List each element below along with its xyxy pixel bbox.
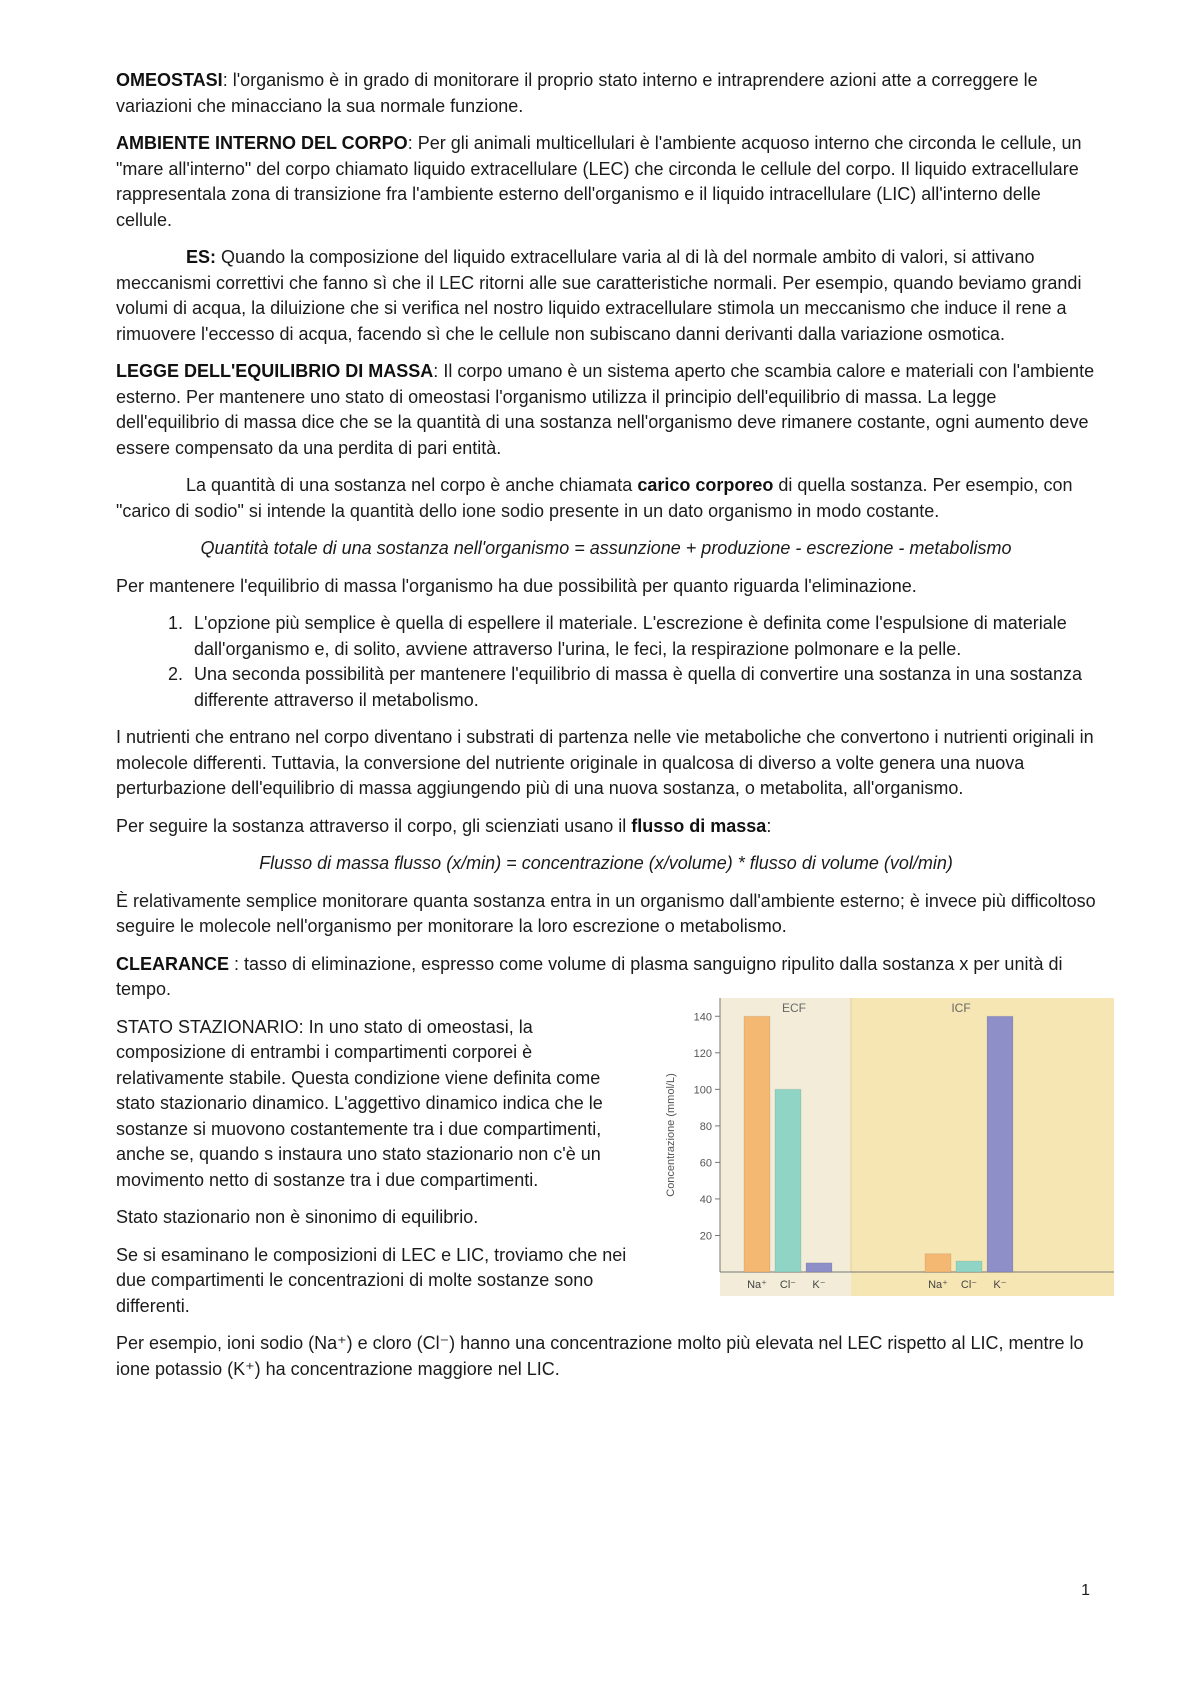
concentration-chart	[656, 994, 1114, 1314]
paragraph-possibilita: Per mantenere l'equilibrio di massa l'organismo ha due possibilità per quanto riguarda l'eliminazione.	[116, 575, 917, 596]
paragraph-stato-stazionario: STATO STAZIONARIO: In uno stato di omeostasi, la composizione di entrambi i compartimenti corporei è relativamente stabile. Questa condizione viene definita come stato stazionario dinamico. L'aggettivo dinamico indica che le sostanze si muovono costantemente tra i due compartimenti, anche se, quando s instaura uno stato stazionario non c'è un movimento netto di sostanze tra i due compartimenti.	[116, 1016, 603, 1190]
definition-ambiente-interno: Per gli animali multicellulari è l'ambiente acquoso interno che circonda le cellule, un "mare all'interno" del corpo chiamato liquido extracellulare (LEC) che circonda le cellule del corpo. Il liquido extracellulare rappresentala zona di transizione fra l'ambiente esterno dell'organismo e il liquido intracellulare (LIC) all'interno delle cellule.	[116, 133, 1082, 230]
definition-legge-equilibrio: Il corpo umano è un sistema aperto che scambia calore e materiali con l'ambiente esterno. Per mantenere uno stato di omeostasi l'organismo utilizza il principio dell'equilibrio di massa. La legge dell'equilibrio di massa dice che se la quantità di una sostanza nell'organismo deve rimanere costante, ogni aumento deve essere compensato da una perdita di pari entità.	[116, 361, 1095, 458]
formula-quantita-totale: Quantità totale di una sostanza nell'organismo = assunzione + produzione - escrezione - metabolismo	[200, 538, 1012, 558]
paragraph-monitoraggio: È relativamente semplice monitorare quanta sostanza entra in un organismo dall'ambiente esterno; è invece più difficoltoso seguire le molecole nell'organismo per monitorare la loro escrezione o metabolismo.	[116, 890, 1096, 936]
paragraph-clearance: CLEARANCE : tasso di eliminazione, espresso come volume di plasma sanguigno ripulito dalla sostanza x per unità di tempo.	[116, 953, 1063, 999]
example-text: Quando la composizione del liquido extracellulare varia al di là del normale ambito di valori, si attivano meccanismi correttivi che fanno sì che il LEC ritorni alle sue caratteristiche normali. Per esempio, quando beviamo grandi volumi di acqua, la diluizione che si verifica nel nostro liquido extracellulare stimola un meccanismo che induce il rene a rimuovere l'eccesso di acqua, facendo sì che le cellule non subiscano danni derivanti dalla variazione osmotica.	[116, 247, 1082, 344]
list-item: 1. L'opzione più semplice è quella di espellere il materiale. L'escrezione è definita come l'espulsione di materiale dall'organismo e, di solito, avviene attraverso l'urina, le feci, la respirazione polmonare e la pelle.	[188, 611, 1096, 662]
term-flusso-di-massa: flusso di massa	[631, 815, 767, 836]
clearance-section	[116, 952, 1096, 1320]
document-page	[116, 68, 1096, 1394]
term-ambiente-interno: AMBIENTE INTERNO DEL CORPO	[116, 133, 408, 153]
category-label: K⁻	[993, 1278, 1007, 1291]
term-es: ES:	[186, 247, 217, 267]
y-tick-label: 80	[699, 1120, 712, 1133]
paragraph-flusso-intro: Per seguire la sostanza attraverso il corpo, gli scienziati usano il flusso di massa:	[116, 815, 772, 836]
y-tick-label: 20	[699, 1229, 712, 1242]
bar-icf-k	[987, 1016, 1013, 1272]
category-label: Cl⁻	[779, 1278, 797, 1291]
y-tick-label: 60	[699, 1156, 712, 1169]
left-column	[116, 1015, 631, 1320]
page-number: 1	[1081, 1582, 1090, 1599]
y-tick-label: 100	[693, 1083, 712, 1096]
term-legge-equilibrio: LEGGE DELL'EQUILIBRIO DI MASSA	[116, 361, 434, 381]
paragraph-legge-equilibrio: LEGGE DELL'EQUILIBRIO DI MASSA: Il corpo umano è un sistema aperto che scambia calore e materiali con l'ambiente esterno. Per mantenere uno stato di omeostasi l'organismo utilizza il principio dell'equilibrio di massa. La legge dell'equilibrio di massa dice che se la quantità di una sostanza nell'organismo deve rimanere costante, ogni aumento deve essere compensato da una perdita di pari entità.	[116, 361, 1095, 458]
paragraph-composizioni: Se si esaminano le composizioni di LEC e LIC, troviamo che nei due compartimenti le concentrazioni di molte sostanze sono differenti.	[116, 1244, 627, 1316]
group-label: ECF	[782, 1000, 806, 1015]
y-tick-label: 120	[693, 1047, 712, 1060]
bar-icf-cl	[956, 1261, 982, 1272]
paragraph-esempio-ioni: Per esempio, ioni sodio (Na⁺) e cloro (Cl⁻) hanno una concentrazione molto più elevata nel LEC rispetto al LIC, mentre lo ione potassio (K⁺) ha concentrazione maggiore nel LIC.	[116, 1333, 1084, 1379]
y-tick-label: 40	[699, 1193, 712, 1206]
y-tick-label: 140	[693, 1010, 712, 1023]
bar-ecf-k	[806, 1262, 832, 1271]
y-axis-label: Concentrazione (mmol/L)	[665, 1072, 677, 1197]
formula-flusso-di-massa: Flusso di massa flusso (x/min) = concentrazione (x/volume) * flusso di volume (vol/min)	[259, 853, 953, 873]
definition-clearance: tasso di eliminazione, espresso come volume di plasma sanguigno ripulito dalla sostanza x per unità di tempo.	[116, 953, 1063, 999]
bar-icf-na	[925, 1253, 951, 1271]
definition-omeostasi: l'organismo è in grado di monitorare il proprio stato interno e intraprendere azioni atte a correggere le variazioni che minacciano la sua normale funzione.	[116, 70, 1038, 116]
term-clearance: CLEARANCE	[116, 953, 230, 974]
category-label: K⁻	[812, 1278, 826, 1291]
bar-ecf-na	[744, 1016, 770, 1272]
list-item: 2. Una seconda possibilità per mantenere l'equilibrio di massa è quella di convertire una sostanza in una sostanza differente attraverso il metabolismo.	[188, 662, 1096, 713]
category-label: Na⁺	[747, 1278, 767, 1291]
term-omeostasi: OMEOSTASI	[116, 70, 223, 90]
paragraph-carico-corporeo: La quantità di una sostanza nel corpo è anche chiamata carico corporeo di quella sostanza. Per esempio, con "carico di sodio" si intende la quantità dello ione sodio presente in un dato organismo in modo costante.	[116, 475, 1073, 521]
elimination-list	[116, 611, 1096, 713]
term-carico-corporeo: carico corporeo	[637, 475, 774, 495]
concentration-chart-svg	[656, 994, 1114, 1314]
category-label: Na⁺	[928, 1278, 948, 1291]
paragraph-esempio	[116, 245, 1096, 347]
category-label: Cl⁻	[960, 1278, 978, 1291]
paragraph-nutrienti: I nutrienti che entrano nel corpo diventano i substrati di partenza nelle vie metaboliche che convertono i nutrienti originali in molecole differenti. Tuttavia, la conversione del nutriente originale in qualcosa di diverso a volte genera una nuova perturbazione dell'equilibrio di massa aggiungendo più di una nuova sostanza, o metabolita, all'organismo.	[116, 727, 1094, 798]
icf-background	[851, 998, 1114, 1296]
bar-ecf-cl	[775, 1089, 801, 1272]
paragraph-ambiente-interno: AMBIENTE INTERNO DEL CORPO: Per gli animali multicellulari è l'ambiente acquoso interno che circonda le cellule, un "mare all'interno" del corpo chiamato liquido extracellulare (LEC) che circonda le cellule del corpo. Il liquido extracellulare rappresentala zona di transizione fra l'ambiente esterno dell'organismo e il liquido intracellulare (LIC) all'interno delle cellule.	[116, 133, 1082, 230]
paragraph-omeostasi: OMEOSTASI: l'organismo è in grado di monitorare il proprio stato interno e intraprendere azioni atte a correggere le variazioni che minacciano la sua normale funzione.	[116, 70, 1038, 116]
paragraph-non-equilibrio: Stato stazionario non è sinonimo di equilibrio.	[116, 1207, 479, 1227]
group-label: ICF	[951, 1000, 971, 1015]
